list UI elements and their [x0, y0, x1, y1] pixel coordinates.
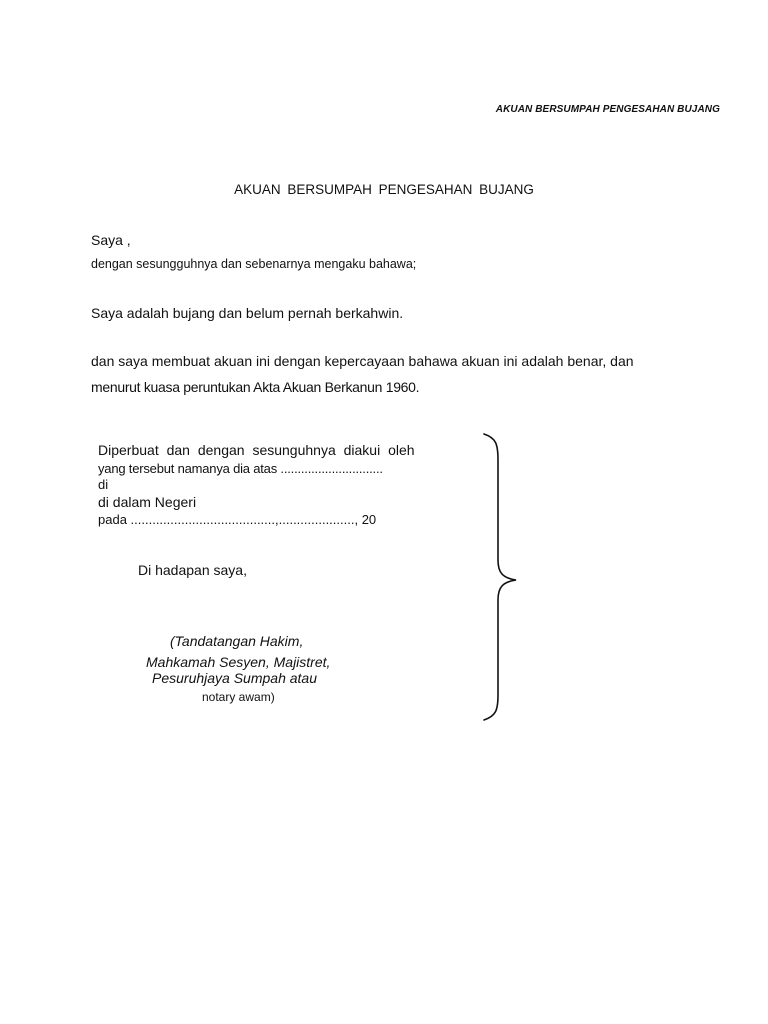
bujang-statement: Saya adalah bujang dan belum pernah berkahwin.: [91, 305, 404, 321]
header-tag: AKUAN BERSUMPAH PENGESAHAN BUJANG: [495, 104, 720, 115]
curly-brace-icon: [470, 430, 530, 725]
declaration-line-5: pada ........................................,....................., 20: [98, 512, 377, 527]
document-title: AKUAN BERSUMPAH PENGESAHAN BUJANG: [234, 182, 534, 197]
signature-caption-line-1: (Tandatangan Hakim,: [170, 633, 304, 649]
belief-statement-line-2: menurut kuasa peruntukan Akta Akuan Berkanun 1960.: [91, 379, 420, 395]
belief-statement-line-1: dan saya membuat akuan ini dengan kepercayaan bahawa akuan ini adalah benar, dan: [91, 353, 634, 369]
declaration-line-2: yang tersebut namanya dia atas ..............................: [98, 461, 383, 476]
signature-caption-line-4: notary awam): [202, 690, 275, 704]
saya-line: Saya ,: [91, 232, 131, 248]
dengan-line: dengan sesungguhnya dan sebenarnya mengaku bahawa;: [91, 257, 417, 271]
witness-heading: Di hadapan saya,: [138, 562, 247, 578]
signature-caption-line-2: Mahkamah Sesyen, Majistret,: [146, 654, 331, 670]
declaration-line-3: di: [98, 477, 109, 492]
signature-caption-line-3: Pesuruhjaya Sumpah atau: [152, 670, 317, 686]
declaration-line-4: di dalam Negeri: [98, 494, 197, 510]
declaration-line-1: Diperbuat dan dengan sesunguhnya diakui oleh: [98, 442, 415, 458]
